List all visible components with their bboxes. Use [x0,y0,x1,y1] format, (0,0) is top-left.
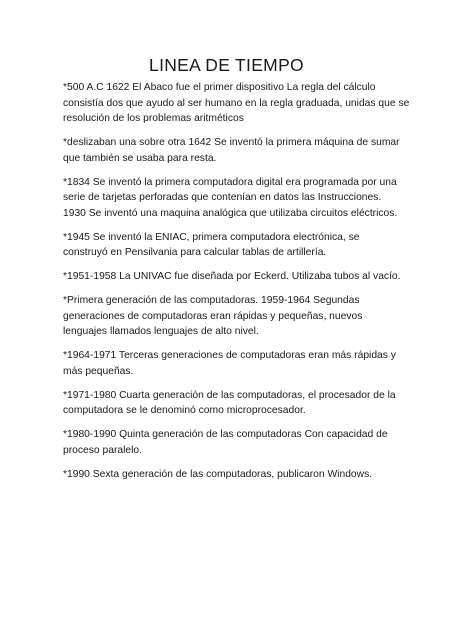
entry-line: *500 A.C 1622 El Abaco fue el primer dispositivo La regla del cálculo [63,82,376,93]
timeline-entry [63,269,399,285]
timeline-entry [63,388,399,419]
timeline-entry [63,80,410,127]
entry-line: lenguajes llamados lenguajes de alto nivel. [63,326,259,337]
timeline-entry [63,427,399,458]
entry-line: *deslizaban una sobre otra 1642 Se inventó la primera máquina de sumar [63,137,400,148]
entry-line: *1834 Se inventó la primera computadora digital era programada por una [63,176,397,188]
entry-line: computadora se le denominó como microprocesador. [63,405,306,416]
entry-line: *1980-1990 Quinta generación de las computadoras Con capacidad de [63,429,388,440]
entry-line: 1930 Se inventó una maquina analógica que utilizaba circuitos eléctricos. [63,207,398,219]
timeline-entry [63,135,399,166]
entry-line: más pequeñas. [63,365,134,377]
entry-line: *1951-1958 La UNIVAC fue diseñada por Eckerd. Utilizaba tubos al vacío. [63,271,401,282]
page-title: LINEA DE TIEMPO [149,55,304,75]
entry-line: proceso paralelo. [63,444,142,456]
timeline-entry [63,230,399,261]
entry-line: *1990 Sexta generación de las computadoras, publicaron Windows. [63,468,373,480]
entry-line: *1964-1971 Terceras generaciones de computadoras eran más rápidas y [63,350,396,361]
entry-line: serie de tarjetas perforadas que contenían en datos las Instrucciones. [63,192,382,203]
entry-line: *1971-1980 Cuarta generación de las computadoras, el procesador de la [63,389,396,401]
entry-line: *1945 Se inventó la ENIAC, primera computadora electrónica, se [63,231,360,243]
timeline-entry [63,467,399,483]
entry-line: *Primera generación de las computadoras. 1959-1964 Segundas [63,295,360,306]
timeline-entry [63,175,399,222]
timeline-entry [63,293,399,340]
entry-line: que también se usaba para resta. [63,152,217,164]
entry-line: consistía dos que ayudo al ser humano en la regla graduada, unidas que se [63,97,410,109]
timeline-entries [63,80,410,491]
timeline-entry [63,348,399,379]
entry-line: construyó en Pensilvania para calcular tablas de artillería. [63,247,327,258]
entry-line: resolución de los problemas aritméticos [63,113,244,124]
entry-line: generaciones de computadoras eran rápidas y pequeñas, nuevos [63,310,363,322]
